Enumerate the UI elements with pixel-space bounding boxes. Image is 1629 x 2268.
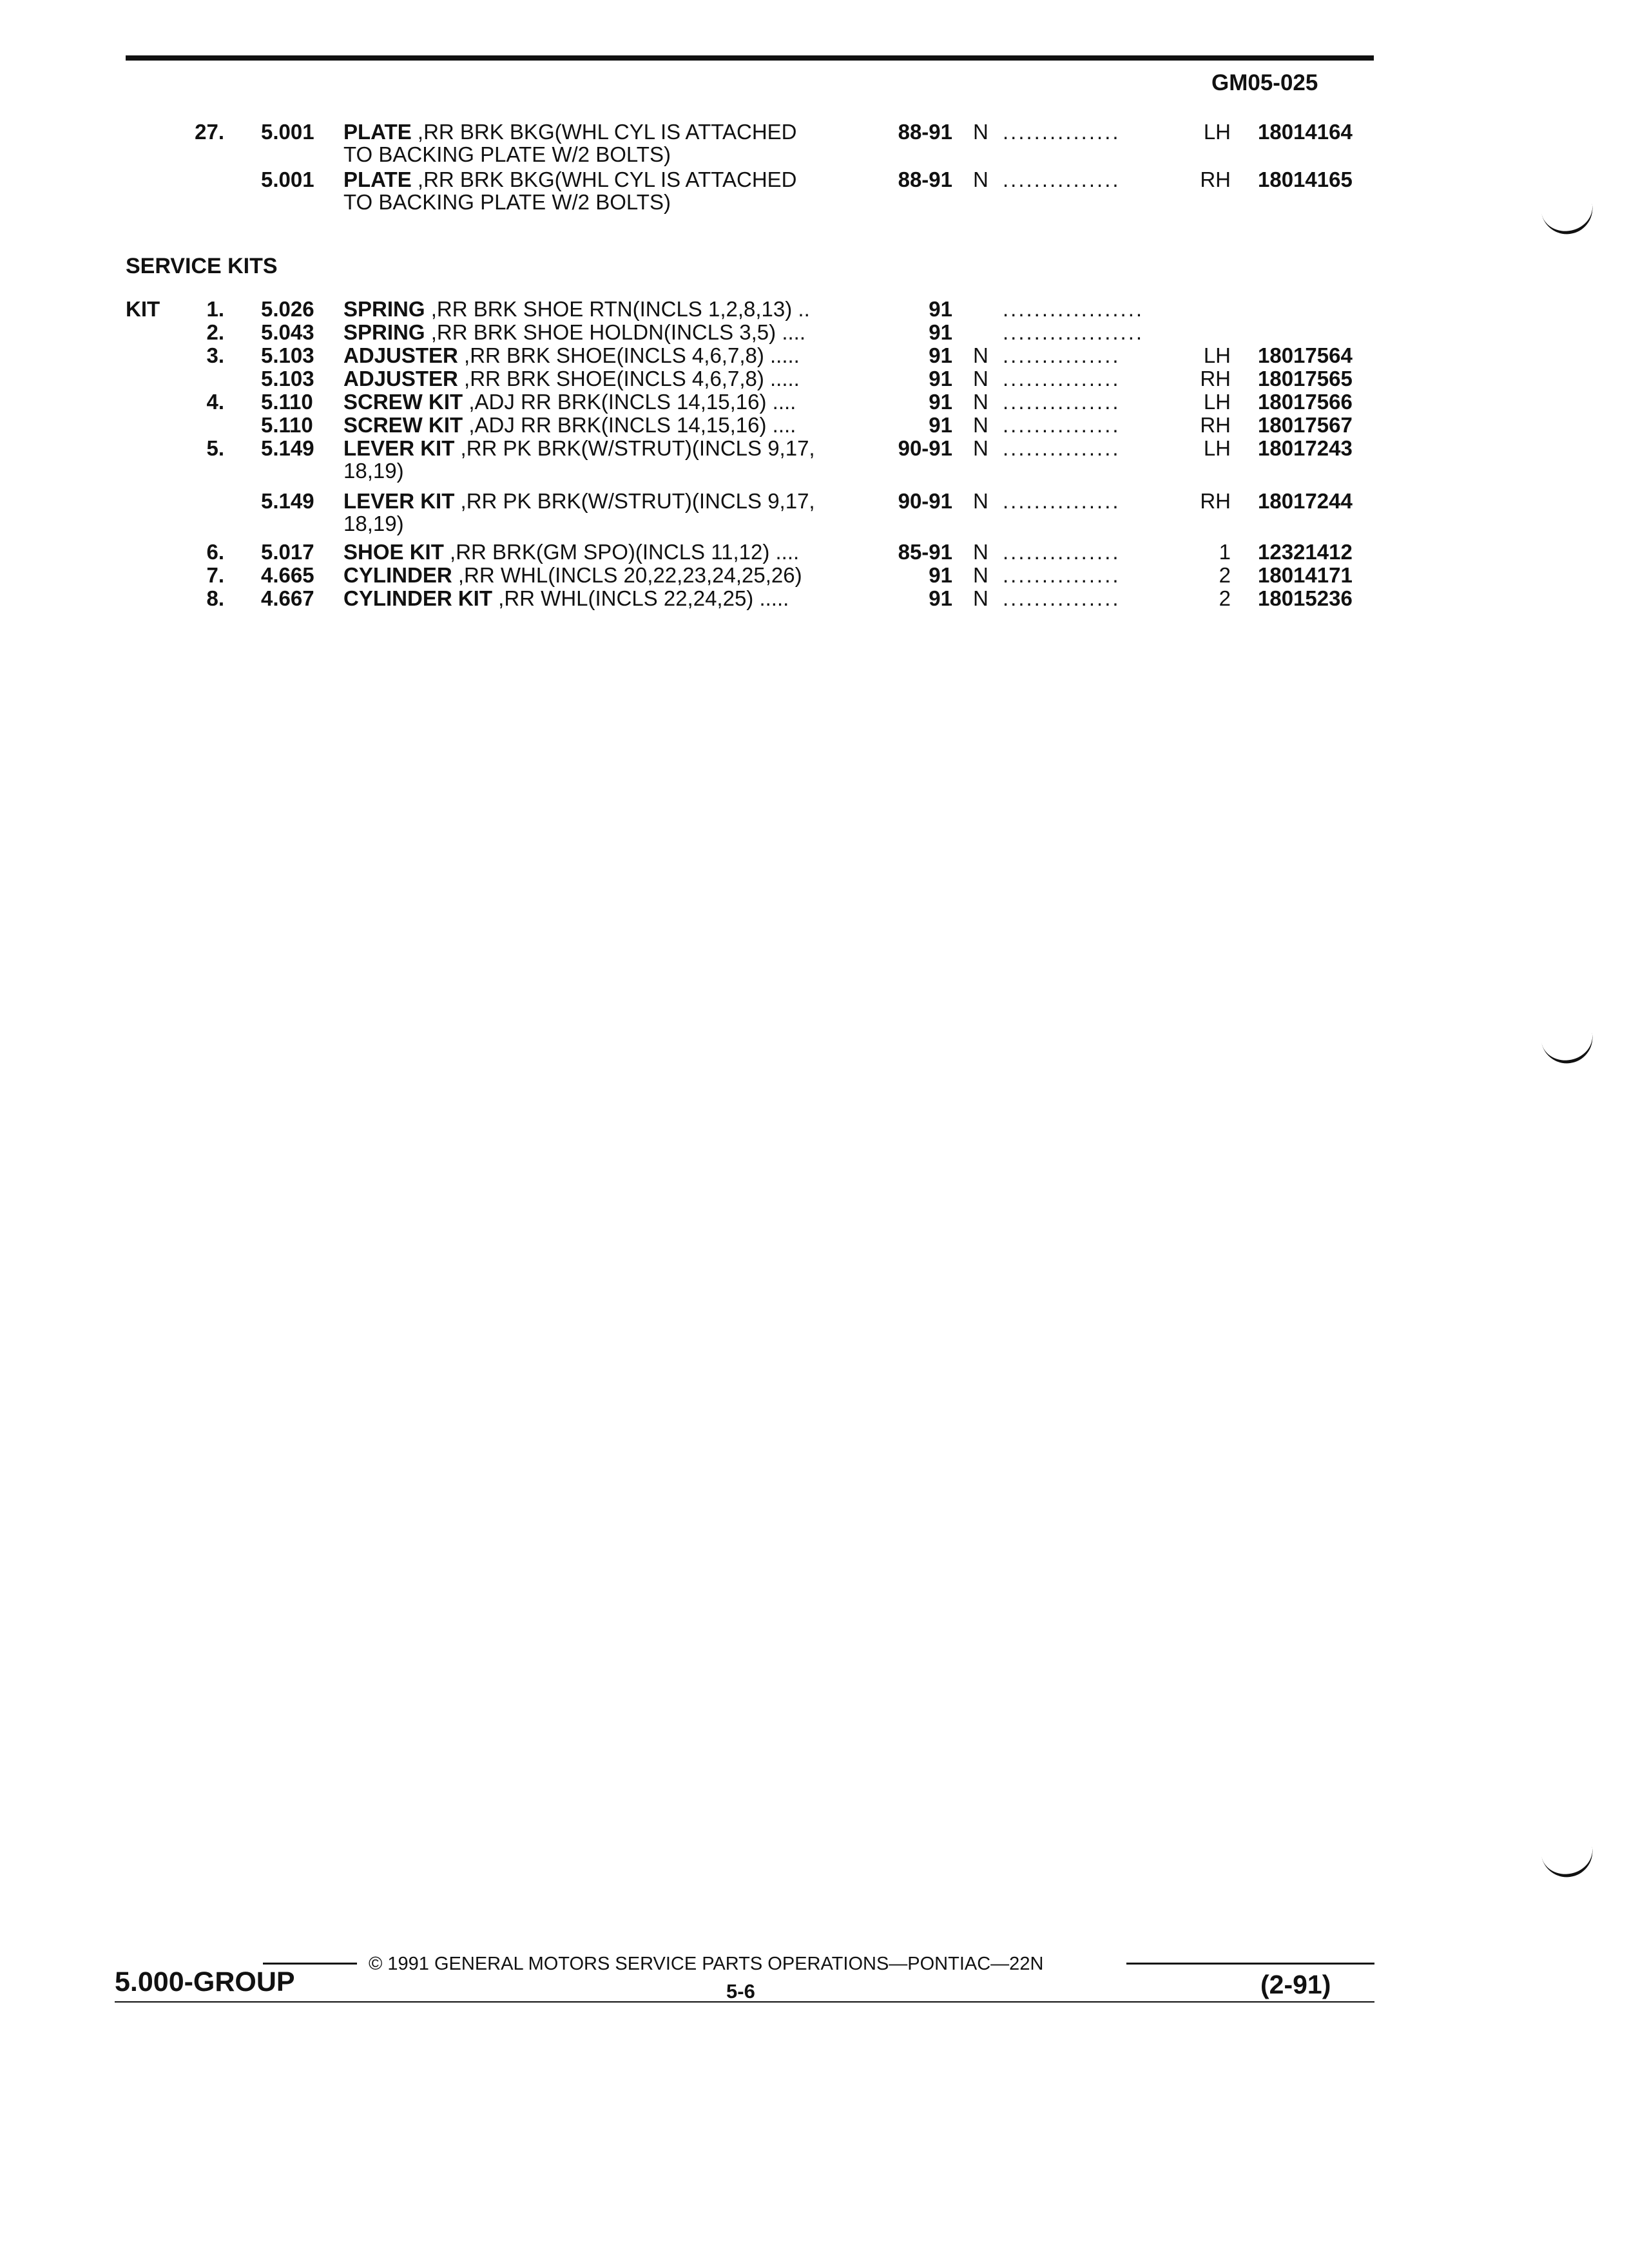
footer-rule-left [263, 1963, 357, 1965]
side-qty: 1 [1219, 540, 1231, 564]
description-continuation: 18,19) [343, 512, 404, 535]
n-flag: N [973, 413, 988, 437]
group-number: 4.665 [261, 563, 314, 587]
item-number: 8. [206, 586, 224, 610]
group-number: 4.667 [261, 586, 314, 610]
n-flag: N [973, 168, 988, 191]
group-number: 5.103 [261, 367, 314, 390]
n-flag: N [973, 586, 988, 610]
dot-leader: ............... [1003, 168, 1121, 191]
table-row [0, 436, 1629, 460]
part-detail: ,RR PK BRK(W/STRUT)(INCLS 9,17, [454, 436, 815, 460]
part-description [343, 413, 796, 437]
part-description [343, 563, 802, 587]
n-flag: N [973, 390, 988, 414]
item-number: 27. [195, 120, 224, 144]
table-row [0, 586, 1629, 610]
model-years: 88-91 [898, 120, 952, 144]
part-detail: ,ADJ RR BRK(INCLS 14,15,16) .... [463, 390, 796, 414]
part-description [343, 320, 805, 344]
part-name: SHOE KIT [343, 540, 444, 564]
part-description [343, 367, 800, 390]
footer-date: (2-91) [1260, 1970, 1331, 1999]
table-row [0, 168, 1629, 191]
dot-leader: ............... [1003, 120, 1121, 144]
dot-leader: ............... [1003, 540, 1121, 564]
group-number: 5.026 [261, 297, 314, 321]
item-number: 4. [206, 390, 224, 414]
part-number: 18017566 [1258, 390, 1353, 414]
side-qty: RH [1200, 367, 1231, 390]
part-description [343, 586, 789, 610]
item-number: 3. [206, 343, 224, 367]
n-flag: N [973, 367, 988, 390]
model-years: 85-91 [898, 540, 952, 564]
part-number: 18014171 [1258, 563, 1353, 587]
model-years: 88-91 [898, 168, 952, 191]
part-name: PLATE [343, 168, 412, 191]
group-number: 5.110 [261, 413, 313, 437]
page-id: GM05-025 [1211, 70, 1318, 95]
section-title: SERVICE KITS [126, 254, 278, 278]
part-name: PLATE [343, 120, 412, 144]
dot-leader: ............... [1003, 436, 1121, 460]
table-row [0, 297, 1629, 321]
part-detail: ,RR WHL(INCLS 20,22,23,24,25,26) [452, 563, 802, 587]
margin-mark [1541, 200, 1597, 239]
dot-leader: ............... [1003, 367, 1121, 390]
part-detail: ,RR BRK SHOE(INCLS 4,6,7,8) ..... [458, 367, 800, 390]
dot-leader: ............... [1003, 563, 1121, 587]
dot-leader: ............... [1003, 390, 1121, 414]
part-number: 18014165 [1258, 168, 1353, 191]
n-flag: N [973, 436, 988, 460]
model-years: 91 [929, 413, 952, 437]
group-number: 5.149 [261, 489, 314, 513]
group-number: 5.110 [261, 390, 313, 414]
table-row [0, 367, 1629, 390]
model-years: 90-91 [898, 489, 952, 513]
side-qty: LH [1203, 343, 1231, 367]
part-name: CYLINDER [343, 563, 452, 587]
side-qty: LH [1203, 436, 1231, 460]
footer-page-number: 5-6 [726, 1980, 755, 2003]
description-continuation: 18,19) [343, 459, 404, 483]
top-rule [126, 55, 1374, 61]
margin-mark [1541, 1029, 1597, 1068]
item-number: 1. [206, 297, 224, 321]
model-years: 91 [929, 297, 952, 321]
footer-rule-right [1126, 1963, 1374, 1965]
side-qty: LH [1203, 120, 1231, 144]
side-qty: RH [1200, 489, 1231, 513]
part-number: 12321412 [1258, 540, 1353, 564]
part-number: 18017564 [1258, 343, 1353, 367]
part-number: 18017244 [1258, 489, 1353, 513]
part-description [343, 168, 797, 191]
model-years: 91 [929, 320, 952, 344]
part-description [343, 297, 810, 321]
part-name: SCREW KIT [343, 413, 463, 437]
part-detail: ,RR BRK SHOE(INCLS 4,6,7,8) ..... [458, 343, 800, 367]
group-number: 5.149 [261, 436, 314, 460]
footer-copyright: © 1991 GENERAL MOTORS SERVICE PARTS OPERATIONS—PONTIAC—22N [369, 1954, 1044, 1974]
group-number: 5.103 [261, 343, 314, 367]
part-description [343, 436, 815, 460]
dot-leader: ............... [1003, 413, 1121, 437]
part-detail: ,RR BRK(GM SPO)(INCLS 11,12) .... [443, 540, 800, 564]
part-detail: ,RR BRK BKG(WHL CYL IS ATTACHED [411, 168, 797, 191]
group-number: 5.043 [261, 320, 314, 344]
side-qty: LH [1203, 390, 1231, 414]
n-flag: N [973, 343, 988, 367]
part-description [343, 540, 799, 564]
part-number: 18017567 [1258, 413, 1353, 437]
group-number: 5.001 [261, 168, 314, 191]
item-number: 5. [206, 436, 224, 460]
n-flag: N [973, 120, 988, 144]
part-name: SCREW KIT [343, 390, 463, 414]
dot-leader: ............... [1003, 586, 1121, 610]
description-continuation: TO BACKING PLATE W/2 BOLTS) [343, 142, 671, 166]
part-description [343, 120, 797, 144]
part-detail: ,RR BRK BKG(WHL CYL IS ATTACHED [411, 120, 797, 144]
part-description [343, 489, 815, 513]
model-years: 91 [929, 367, 952, 390]
footer-group: 5.000-GROUP [115, 1966, 295, 1997]
table-row [0, 413, 1629, 437]
dot-leader: ............... [1003, 343, 1121, 367]
table-row [0, 540, 1629, 564]
part-name: ADJUSTER [343, 367, 458, 390]
group-number: 5.001 [261, 120, 314, 144]
margin-mark [1541, 1843, 1597, 1882]
side-qty: RH [1200, 168, 1231, 191]
table-row [0, 320, 1629, 344]
side-qty: RH [1200, 413, 1231, 437]
dot-leader: ............... [1003, 489, 1121, 513]
table-row [0, 563, 1629, 587]
kit-label: KIT [126, 297, 160, 321]
table-row [0, 390, 1629, 414]
part-name: SPRING [343, 297, 425, 321]
n-flag: N [973, 563, 988, 587]
part-name: LEVER KIT [343, 489, 455, 513]
side-qty: 2 [1219, 563, 1231, 587]
model-years: 91 [929, 586, 952, 610]
part-number: 18017243 [1258, 436, 1353, 460]
part-description [343, 390, 796, 414]
description-continuation: TO BACKING PLATE W/2 BOLTS) [343, 190, 671, 214]
dot-leader: .................. [1003, 297, 1144, 321]
part-detail: ,RR BRK SHOE RTN(INCLS 1,2,8,13) .. [425, 297, 810, 321]
part-detail: ,ADJ RR BRK(INCLS 14,15,16) .... [463, 413, 796, 437]
model-years: 90-91 [898, 436, 952, 460]
n-flag: N [973, 540, 988, 564]
part-name: ADJUSTER [343, 343, 458, 367]
part-detail: ,RR BRK SHOE HOLDN(INCLS 3,5) .... [425, 320, 805, 344]
item-number: 6. [206, 540, 224, 564]
table-row [0, 489, 1629, 513]
item-number: 2. [206, 320, 224, 344]
part-number: 18015236 [1258, 586, 1353, 610]
group-number: 5.017 [261, 540, 314, 564]
part-description [343, 343, 800, 367]
model-years: 91 [929, 390, 952, 414]
model-years: 91 [929, 343, 952, 367]
side-qty: 2 [1219, 586, 1231, 610]
table-row [0, 343, 1629, 367]
n-flag: N [973, 489, 988, 513]
part-detail: ,RR PK BRK(W/STRUT)(INCLS 9,17, [454, 489, 815, 513]
part-name: CYLINDER KIT [343, 586, 492, 610]
part-name: LEVER KIT [343, 436, 455, 460]
part-number: 18014164 [1258, 120, 1353, 144]
part-detail: ,RR WHL(INCLS 22,24,25) ..... [492, 586, 789, 610]
model-years: 91 [929, 563, 952, 587]
item-number: 7. [206, 563, 224, 587]
part-name: SPRING [343, 320, 425, 344]
part-number: 18017565 [1258, 367, 1353, 390]
table-row [0, 120, 1629, 144]
dot-leader: .................. [1003, 320, 1144, 344]
